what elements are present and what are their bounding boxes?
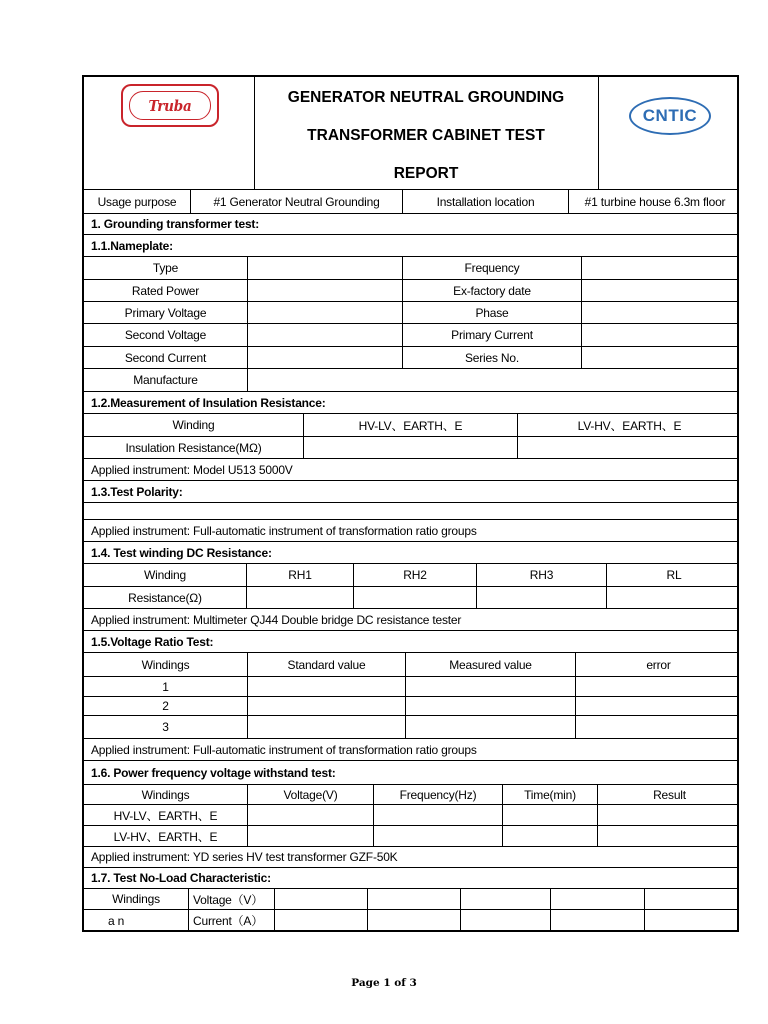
ratio-standard-header: Standard value [247,653,405,676]
no-load-voltage-cell [550,889,644,909]
withstand-row-label: LV-HV、EARTH、E [113,829,218,844]
dc-rl-value [606,587,739,608]
ratio-row-label: 1 [162,679,169,694]
cntic-logo: CNTIC [629,97,711,135]
label-frequency: Frequency [402,257,581,279]
dc-rh2-header: RH2 [353,564,476,586]
label-second-voltage: Second Voltage [124,328,207,342]
label-type: Type [152,261,179,275]
withstand-time-value [502,805,597,825]
nameplate-row-type [84,257,737,280]
withstand-voltage-value [247,805,373,825]
insulation-value-hv-lv [303,437,517,458]
title-line-2: TRANSFORMER CABINET TEST [307,127,545,144]
insulation-header-row [84,414,737,437]
section-1-2-title: 1.2.Measurement of Insulation Resistance: [91,395,326,410]
section-1-4-title: 1.4. Test winding DC Resistance: [91,545,272,560]
value-primary-current [581,324,739,346]
ratio-row [84,716,737,739]
ratio-standard-value [247,716,405,738]
nameplate-row-power [84,280,737,302]
no-load-voltage-cell [460,889,550,909]
title-line-3: REPORT [393,165,459,182]
withstand-time-header: Time(min) [502,785,597,804]
usage-label: Usage purpose [97,194,177,209]
left-logo-cell [84,77,254,189]
dc-rh1-value [246,587,353,608]
withstand-result-value [597,805,739,825]
value-manufacture [247,369,739,391]
section-1-title: 1. Grounding transformer test: [91,217,260,231]
withstand-instrument-row [84,847,737,868]
dc-resistance-value-row [84,587,737,609]
insulation-instrument-row [84,459,737,481]
value-phase [581,302,739,323]
ratio-windings-header: Windings [141,657,190,672]
no-load-current-cell [460,910,550,931]
withstand-header-row [84,785,737,805]
withstand-row [84,805,737,826]
ratio-measured-value [405,677,575,696]
insulation-value-row [84,437,737,459]
section-1-7-row [84,868,737,889]
no-load-voltage-cell [644,889,739,909]
nameplate-row [84,235,737,257]
ratio-error-value [575,697,739,715]
section-1-4-row [84,542,737,564]
nameplate-title: 1.1.Nameplate: [91,238,173,253]
withstand-result-header: Result [597,785,739,804]
dc-rh1-header: RH1 [246,564,353,586]
polarity-blank-row [84,503,737,520]
dc-rh2-value [353,587,476,608]
ratio-row [84,697,737,716]
ratio-error-value [575,677,739,696]
no-load-voltage-cell [274,889,367,909]
withstand-voltage-value [247,826,373,846]
withstand-windings-header: Windings [141,787,190,802]
no-load-windings-label: Windings [112,892,160,906]
ratio-error-header: error [575,653,739,676]
label-phase: Phase [402,302,581,323]
section-1-6-row [84,761,737,785]
no-load-current-cell [274,910,367,931]
section-1-3-title: 1.3.Test Polarity: [91,484,183,499]
report-title [254,77,598,189]
report-form [82,75,739,932]
nameplate-row-manufacture [84,369,737,392]
value-second-current [247,347,402,368]
ratio-row [84,677,737,697]
usage-value: #1 Generator Neutral Grounding [190,190,402,213]
ratio-row-label: 2 [162,699,169,713]
withstand-time-value [502,826,597,846]
ratio-measured-value [405,697,575,715]
ratio-error-value [575,716,739,738]
value-rated-power [247,280,402,301]
dc-resistance-label: Resistance(Ω) [128,590,202,605]
no-load-current-label: Current（A） [188,910,274,931]
label-primary-current: Primary Current [402,324,581,346]
no-load-current-cell [644,910,739,931]
insulation-instrument: Applied instrument: Model U513 5000V [91,462,293,477]
value-primary-voltage [247,302,402,323]
insulation-resistance-label: Insulation Resistance(MΩ) [125,440,262,455]
dc-instrument: Applied instrument: Multimeter QJ44 Double bridge DC resistance tester [91,612,462,627]
value-ex-factory-date [581,280,739,301]
label-primary-voltage: Primary Voltage [124,305,207,320]
withstand-frequency-value [373,826,502,846]
withstand-voltage-header: Voltage(V) [247,785,373,804]
withstand-row-label: HV-LV、EARTH、E [113,808,218,823]
location-label: Installation location [402,190,568,213]
no-load-an-label: a n [108,913,125,928]
label-ex-factory-date: Ex-factory date [402,280,581,301]
ratio-standard-value [247,677,405,696]
nameplate-row-second [84,324,737,347]
label-series-no: Series No. [402,347,581,368]
dc-rh3-header: RH3 [476,564,606,586]
section-1-5-title: 1.5.Voltage Ratio Test: [91,634,214,649]
no-load-voltage-cell [367,889,460,909]
withstand-result-value [597,826,739,846]
usage-row [84,190,737,214]
no-load-current-cell [367,910,460,931]
label-rated-power: Rated Power [131,283,200,298]
page-number: Page 1 of 3 [351,977,417,989]
section-1-row [84,214,737,235]
no-load-current-cell [550,910,644,931]
withstand-frequency-value [373,805,502,825]
section-1-3-row [84,481,737,503]
nameplate-row-current [84,347,737,369]
section-1-7-title: 1.7. Test No-Load Characteristic: [91,871,271,885]
dc-rh3-value [476,587,606,608]
ratio-measured-value [405,716,575,738]
polarity-instrument-row [84,520,737,542]
ratio-instrument-row [84,739,737,761]
truba-logo-text: Truba [129,91,211,120]
withstand-frequency-header: Frequency(Hz) [373,785,502,804]
ratio-standard-value [247,697,405,715]
ratio-measured-header: Measured value [405,653,575,676]
insulation-col-hv-lv: HV-LV、EARTH、E [303,414,517,436]
insulation-winding-header: Winding [172,418,215,432]
label-second-current: Second Current [124,350,207,365]
insulation-col-lv-hv: LV-HV、EARTH、E [517,414,739,436]
dc-instrument-row [84,609,737,631]
location-value: #1 turbine house 6.3m floor [568,190,739,213]
dc-resistance-header-row [84,564,737,587]
truba-logo [121,84,219,127]
no-load-row-current [84,910,737,932]
value-type [247,257,402,279]
insulation-value-lv-hv [517,437,739,458]
label-manufacture: Manufacture [133,373,198,387]
dc-winding-header: Winding [144,568,186,582]
value-frequency [581,257,739,279]
section-1-2-row [84,392,737,414]
dc-rl-header: RL [606,564,739,586]
ratio-header-row [84,653,737,677]
nameplate-row-primary [84,302,737,324]
no-load-voltage-label: Voltage（V） [188,889,274,909]
polarity-instrument: Applied instrument: Full-automatic instrument of transformation ratio groups [91,523,477,538]
value-series-no [581,347,739,368]
ratio-instrument: Applied instrument: Full-automatic instrument of transformation ratio groups [91,742,477,757]
ratio-row-label: 3 [162,720,169,734]
withstand-instrument: Applied instrument: YD series HV test transformer GZF-50K [91,850,398,864]
section-1-5-row [84,631,737,653]
title-line-1: GENERATOR NEUTRAL GROUNDING [287,89,565,106]
withstand-row [84,826,737,847]
value-second-voltage [247,324,402,346]
section-1-6-title: 1.6. Power frequency voltage withstand test: [91,765,336,780]
no-load-row-voltage [84,889,737,910]
report-header [84,77,737,190]
